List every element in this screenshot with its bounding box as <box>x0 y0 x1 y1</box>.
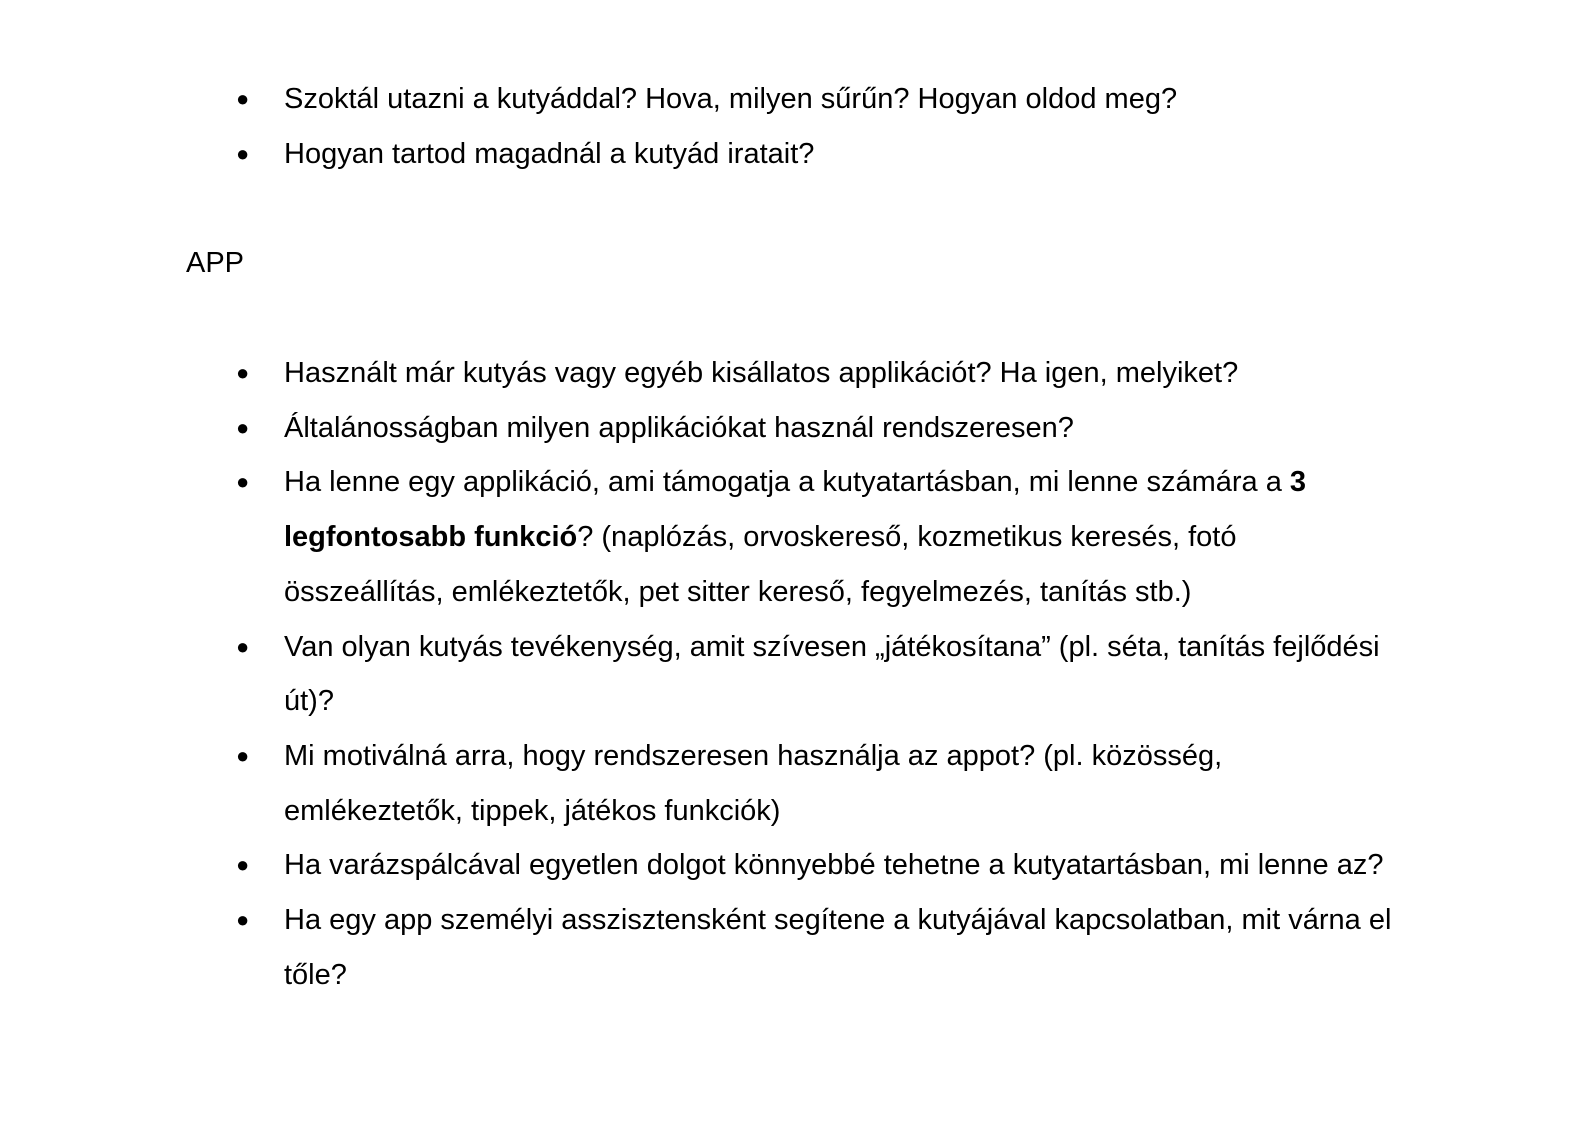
list-item-text-part: Ha lenne egy applikáció, ami támogatja a kutyatartásban, mi lenne számára a <box>284 466 1290 499</box>
bullet-icon: ● <box>236 360 250 385</box>
bullet-icon: ● <box>236 633 250 659</box>
list-item-text: Hogyan tartod magadnál a kutyád iratait? <box>284 137 815 170</box>
list-item-text: Általánosságban milyen applikációkat használ rendszeresen? <box>284 411 1074 444</box>
bullet-icon: ● <box>236 86 250 111</box>
bullet-icon: ● <box>236 907 250 933</box>
bullet-icon: ● <box>236 414 250 440</box>
list-item-bold-text: 3 legfontosabb funkció <box>284 466 1307 554</box>
list-item-text: Ha varázspálcával egyetlen dolgot könnyebbé tehetne a kutyatartásban, mi lenne az? <box>284 849 1384 882</box>
question-list-travel <box>232 72 1402 181</box>
list-item-text: Szoktál utazni a kutyáddal? Hova, milyen sűrűn? Hogyan oldod meg? <box>284 83 1178 115</box>
question-list-app <box>232 346 1402 1002</box>
list-item <box>232 401 1402 456</box>
list-item <box>232 72 1402 127</box>
list-item <box>232 729 1402 838</box>
list-item-text: Van olyan kutyás tevékenység, amit szívesen „játékosítana” (pl. séta, tanítás fejlődési út)? <box>284 630 1380 718</box>
list-item <box>232 455 1402 619</box>
bullet-icon: ● <box>236 140 250 166</box>
list-item <box>232 346 1402 401</box>
bullet-icon: ● <box>236 742 250 768</box>
list-item-text: Használt már kutyás vagy egyéb kisállatos applikációt? Ha igen, melyiket? <box>284 357 1239 389</box>
list-item <box>232 127 1402 182</box>
list-item <box>232 838 1402 893</box>
list-item <box>232 893 1402 1002</box>
bullet-icon: ● <box>236 469 250 495</box>
list-item-text: Mi motiválná arra, hogy rendszeresen használja az appot? (pl. közösség, emlékeztetők, tippek, játékos funkciók) <box>284 739 1223 827</box>
bullet-icon: ● <box>236 852 250 878</box>
section-heading-app: APP <box>186 247 245 279</box>
list-item <box>232 620 1402 729</box>
list-item-text-part: ? (naplózás, orvoskereső, kozmetikus keresés, fotó összeállítás, emlékeztetők, pet sitter kereső, fegyelmezés, tanítás stb.) <box>284 521 1237 608</box>
list-item-text: Ha egy app személyi asszisztensként segítene a kutyájával kapcsolatban, mit várna el tőle? <box>284 904 1392 991</box>
